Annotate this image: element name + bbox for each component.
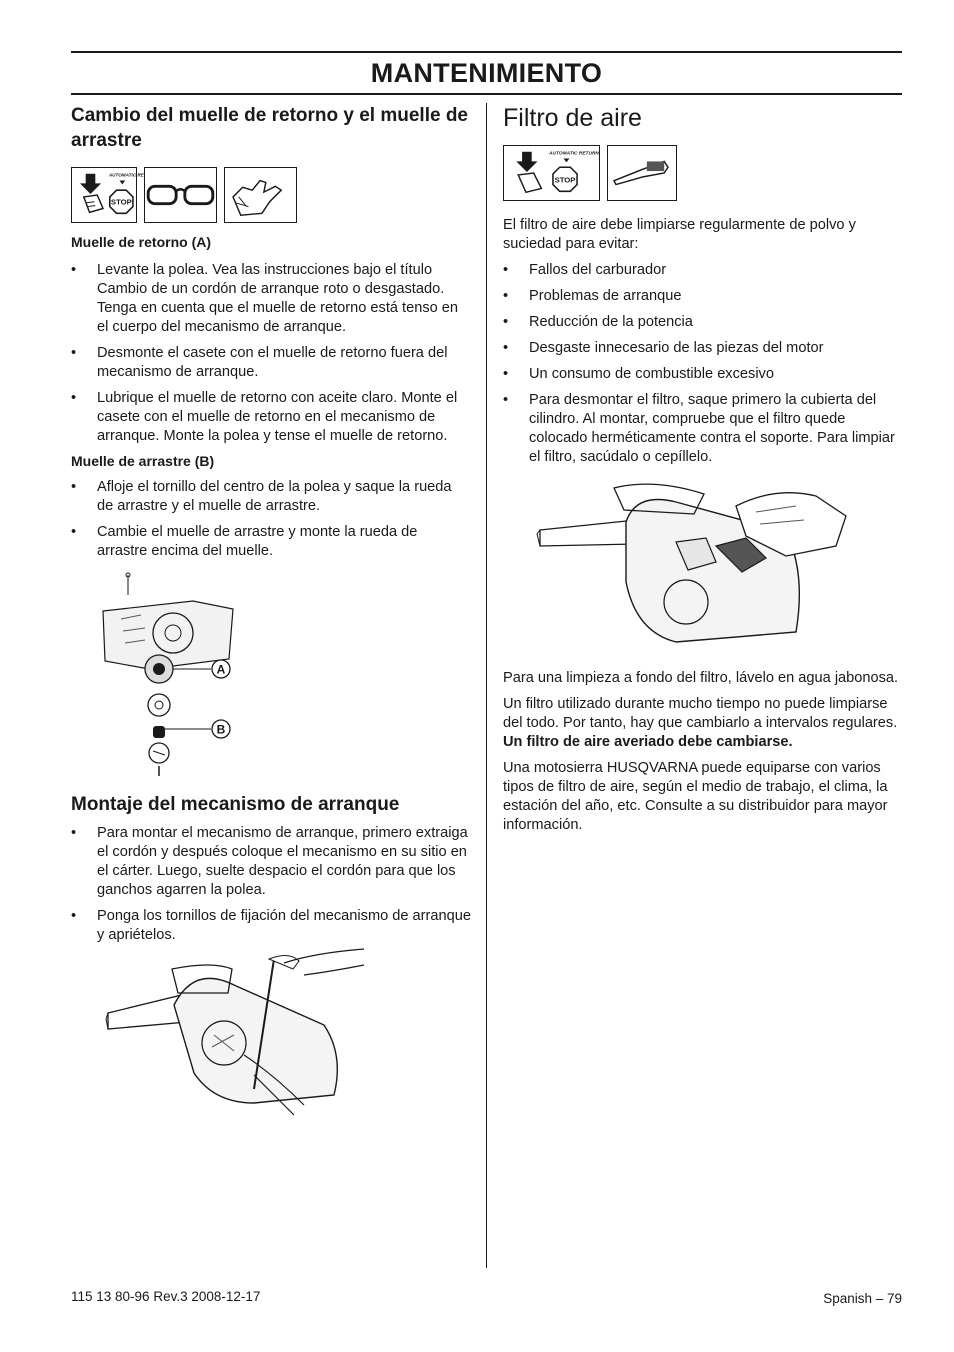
list-item: • Levante la polea. Vea las instrucciones bajo el título Cambio de un cordón de arranque roto o desgastado. Tenga en cuenta que el muelle de retorno está tenso en el cuerpo del mecanismo de arranque. [71,261,471,337]
page-title: MANTENIMIENTO [370,58,603,88]
chainsaw-air-filter-illustration [536,482,856,660]
protective-gloves-icon [224,167,297,223]
starter-exploded-illustration [101,571,301,789]
chainsaw-starter-illustration [104,955,374,1125]
callout-a: A [216,662,226,677]
bullet-list-starter-assembly [71,824,471,945]
left-column [71,103,471,1125]
list-item: • Para montar el mecanismo de arranque, primero extraiga el cordón y después coloque el mecanismo en su sitio en el cárter. Luego, suelte despacio el cordón para que los ganchos agarren la polea. [71,824,471,900]
air-filter-intro: El filtro de aire debe limpiarse regularmente de polvo y suciedad para evitar: [503,217,856,252]
list-item: • Para desmontar el filtro, saque primero la cubierta del cilindro. Al montar, compruebe que el filtro quede colocado herméticamente contra el soporte. Para limpiar el filtro, sacúdalo o cepíllelo. [503,391,903,467]
section-title-starter-assembly: Montaje del mecanismo de arranque [71,794,400,815]
air-filter-para-1: Para una limpieza a fondo del filtro, lávelo en agua jabonosa. [503,670,899,686]
air-filter-para-2-normal: Un filtro utilizado durante mucho tiempo no puede limpiarse del todo. Por tanto, hay que cambiarlo a intervalos regulares. [503,696,898,731]
subheading-drive-spring: Muelle de arrastre (B) [71,453,215,469]
list-item: • Desgaste innecesario de las piezas del motor [503,339,903,358]
safety-glasses-icon [144,167,217,223]
safety-symbols [71,167,471,223]
top-rule [71,51,902,53]
list-item: • Ponga los tornillos de fijación del mecanismo de arranque y apriételos. [71,907,471,945]
subheading-return-spring: Muelle de retorno (A) [71,234,212,250]
footer-document-ref: 115 13 80-96 Rev.3 2008-12-17 [71,1289,261,1304]
header-rule [71,93,902,95]
stop-sign-label: STOP [110,197,132,207]
list-item: • Problemas de arranque [503,287,903,306]
list-item: • Un consumo de combustible excesivo [503,365,903,384]
list-item: • Desmonte el casete con el muelle de retorno fuera del mecanismo de arranque. [71,344,471,382]
air-filter-para-2 [503,695,903,752]
automatic-return-label: AUTOMATIC RETURN [108,172,157,178]
list-item: • Fallos del carburador [503,261,903,280]
list-item: • Afloje el tornillo del centro de la polea y saque la rueda de arrastre y el muelle de arrastre. [71,478,471,516]
stop-sign-label: STOP [554,175,576,185]
list-item: • Lubrique el muelle de retorno con aceite claro. Monte el casete con el muelle de retorno en el mecanismo de arranque. Monte la polea y tense el muelle de retorno. [71,389,471,446]
list-item: • Cambie el muelle de arrastre y monte la rueda de arrastre encima del muelle. [71,523,471,561]
bullet-list-return-spring [71,261,471,446]
callout-b: B [216,722,226,737]
air-filter-para-2-bold: Un filtro de aire averiado debe cambiarse. [503,734,793,750]
column-divider [486,103,487,1268]
bullet-list-drive-spring [71,478,471,561]
right-column [503,103,903,835]
automatic-return-label: AUTOMATIC RETURN [549,151,599,157]
list-item: • Reducción de la potencia [503,313,903,332]
bullet-list-air-filter [503,261,903,467]
automatic-return-stop-icon [503,145,600,201]
footer-page-number: Spanish – 79 [823,1291,902,1306]
section-title-air-filter: Filtro de aire [503,104,642,132]
air-filter-symbols [503,145,903,201]
combination-spanner-icon [607,145,677,201]
automatic-return-stop-icon [71,167,157,223]
section-title-springs: Cambio del muelle de retorno y el muelle de arrastre [71,105,468,151]
air-filter-para-3: Una motosierra HUSQVARNA puede equiparse con varios tipos de filtro de aire, según el medio de trabajo, el clima, la estación del año, etc. Consulte a su distribuidor para mayor información. [503,760,888,833]
